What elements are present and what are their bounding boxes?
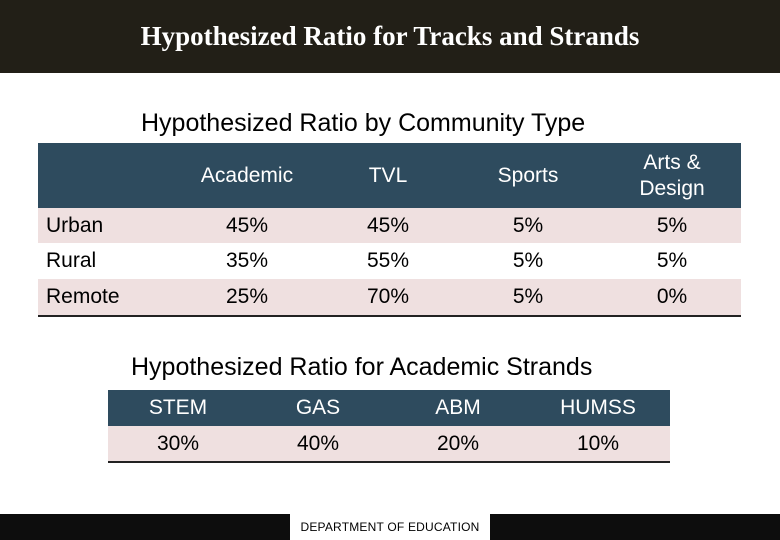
table-cell: 5% [656,249,688,273]
table-bottom-border [108,461,670,463]
row-label-urban: Urban [46,213,104,237]
table-cell: 0% [656,285,688,309]
table-row [38,208,741,243]
table-cell: 40% [296,431,340,455]
header-arts-design: Arts & Design [639,151,705,200]
table-cell: 30% [156,431,200,455]
academic-strands-table [108,390,670,463]
header-academic: Academic [200,163,294,187]
table-bottom-border [38,315,741,317]
header-humss: HUMSS [560,396,636,419]
table-cell: 20% [436,431,480,455]
table-row [38,279,741,315]
table-row [38,243,741,279]
header-stem: STEM [148,396,208,419]
academic-table-title: Hypothesized Ratio for Academic Strands [131,353,593,381]
table-cell: 5% [512,213,544,237]
table-cell: 5% [512,285,544,309]
title-bar [0,0,780,73]
row-label-rural: Rural [46,249,97,273]
header-abm: ABM [435,396,481,419]
table-cell: 10% [576,431,620,455]
table-cell: 45% [366,213,410,237]
table-cell: 55% [366,249,410,273]
slide-title: Hypothesized Ratio for Tracks and Strands [140,21,640,51]
table-cell: 70% [366,285,410,309]
header-sports: Sports [497,163,559,187]
header-gas: GAS [295,396,341,419]
table-cell: 5% [656,213,688,237]
table-header-row [38,143,741,208]
footer-label: DEPARTMENT OF EDUCATION [290,514,490,540]
table-row [108,426,670,461]
table-header-row [108,390,670,426]
table-cell: 25% [225,285,269,309]
community-table-title: Hypothesized Ratio by Community Type [141,109,586,137]
table-cell: 35% [225,249,269,273]
table-cell: 45% [225,213,269,237]
table-cell: 5% [512,249,544,273]
footer-bar [0,514,780,540]
header-tvl: TVL [368,163,408,187]
row-label-remote: Remote [46,285,120,309]
